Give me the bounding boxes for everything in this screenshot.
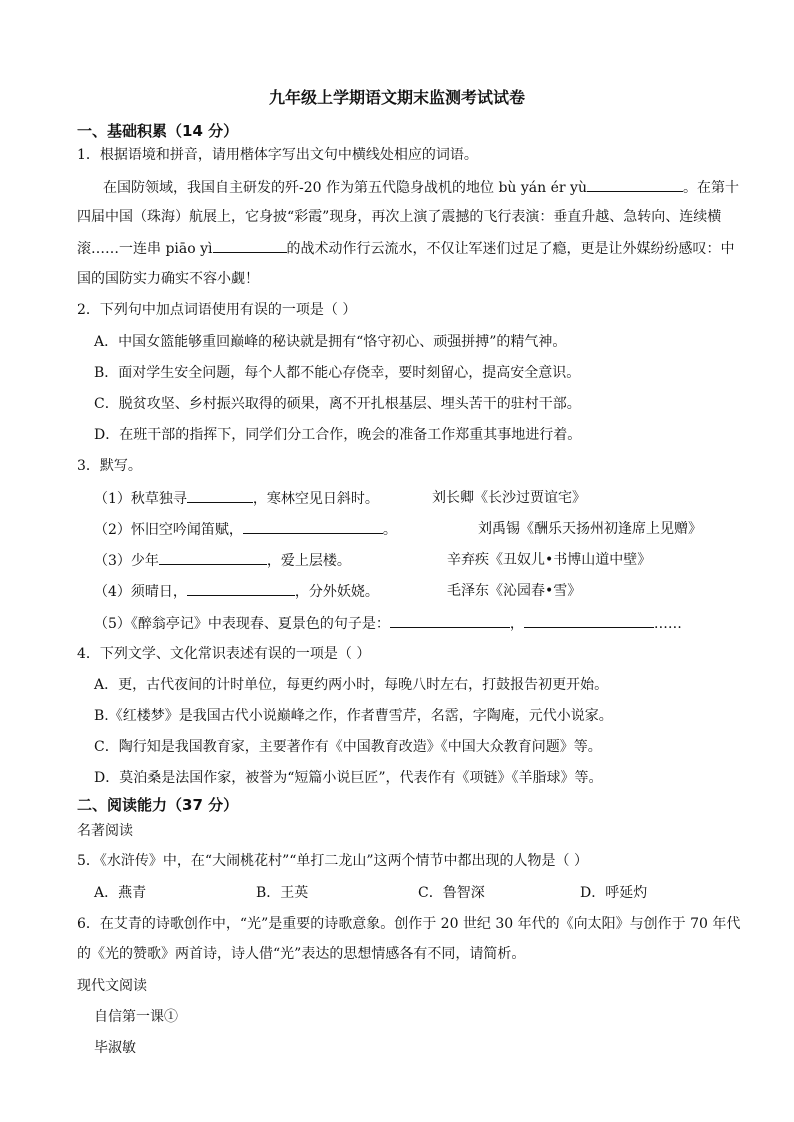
question-4-option-a[interactable]: A．更，古代夜间的计时单位，每更约两小时，每晚八时左右，打鼓报告初更开始。 [94, 677, 609, 693]
section-heading-reading: 二、阅读能力（37 分） [77, 796, 239, 814]
question-6-line-1: 6．在艾青的诗歌创作中，“光”是重要的诗歌意象。创作于 20 世纪 30 年代的《向太阳》与创作于 70 年代 [77, 916, 741, 932]
section-heading-basic: 一、基础积累（14 分） [77, 122, 239, 140]
question-2-option-c[interactable]: C．脱贫攻坚、乡村振兴取得的硕果，离不开扎根基层、埋头苦干的驻村干部。 [94, 396, 581, 412]
question-5-option-d[interactable]: D．呼延灼 [580, 885, 648, 901]
item-text: （4）须晴日， [94, 584, 187, 600]
answer-blank-3-5a[interactable] [390, 613, 510, 628]
question-4-option-c[interactable]: C．陶行知是我国教育家，主要著作有《中国教育改造》《中国大众教育问题》等。 [94, 739, 602, 755]
passage-text: 在国防领域，我国自主研发的歼-20 作为第五代隐身战机的地位 [103, 180, 499, 196]
item-text: ，爱上层楼。 [266, 553, 351, 569]
question-3-item-4-source: 毛泽东《沁园春•雪》 [447, 583, 582, 599]
item-text: ，分外妖娆。 [294, 584, 379, 600]
article-author: 毕淑敏 [94, 1040, 136, 1056]
passage-text: 滚……一连串 [77, 241, 166, 257]
answer-blank-3-2[interactable] [243, 519, 383, 534]
question-4-option-b[interactable]: B.《红楼梦》是我国古代小说巅峰之作，作者曹雪芹，名霑，字陶庵，元代小说家。 [94, 708, 613, 724]
question-3-item-3-source: 辛弃疾《丑奴儿•书博山道中壁》 [447, 552, 652, 568]
question-5-stem: 5．《水浒传》中，在“大闹桃花村”“单打二龙山”这两个情节中都出现的人物是（ ） [77, 853, 588, 869]
item-text: ， [509, 616, 524, 632]
reading-label-classics: 名著阅读 [77, 823, 133, 839]
answer-blank-3-1[interactable] [187, 488, 253, 503]
item-text: （3）少年 [94, 553, 159, 569]
question-1-passage-line-3 [77, 238, 794, 258]
question-5-option-b[interactable]: B．王英 [256, 885, 309, 901]
question-3-item-4 [94, 581, 794, 601]
item-text: （2）怀旧空吟闻笛赋， [94, 522, 243, 538]
question-2-stem: 2．下列句中加点词语使用有误的一项是（ ） [77, 302, 357, 318]
item-text: 。 [382, 522, 397, 538]
question-3-item-5 [94, 613, 794, 633]
question-4-option-d[interactable]: D．莫泊桑是法国作家，被誉为“短篇小说巨匠”，代表作有《项链》《羊脂球》等。 [94, 770, 603, 786]
pinyin-prompt-1: bù yán ér yù [498, 180, 587, 196]
question-3-item-1-source: 刘长卿《长沙过贾谊宅》 [432, 490, 586, 506]
question-2-option-b[interactable]: B．面对学生安全问题，每个人都不能心存侥幸，要时刻留心，提高安全意识。 [94, 365, 581, 381]
question-1-passage-line-1 [103, 177, 794, 197]
article-title: 自信第一课① [94, 1009, 178, 1025]
question-4-stem: 4．下列文学、文化常识表述有误的一项是（ ） [77, 646, 371, 662]
question-5-option-a[interactable]: A．燕青 [94, 885, 147, 901]
question-5-option-c[interactable]: C．鲁智深 [418, 885, 485, 901]
item-text: …… [653, 616, 682, 632]
question-1-passage-line-4: 国的国防实力确实不容小觑！ [77, 271, 259, 287]
answer-blank-1[interactable] [587, 177, 683, 192]
exam-title: 九年级上学期语文期末监测考试试卷 [268, 88, 525, 107]
answer-blank-2[interactable] [213, 238, 287, 253]
item-text: （1）秋草独寻 [94, 491, 187, 507]
item-text: （5）《醉翁亭记》中表现春、夏景色的句子是： [94, 616, 390, 632]
question-1-passage-line-2: 四届中国（珠海）航展上，它身披“彩霞”现身，再次上演了震撼的飞行表演：垂直升越、急转向、连续横 [77, 209, 722, 225]
answer-blank-3-5b[interactable] [524, 613, 654, 628]
passage-text: 的战术动作行云流水，不仅让军迷们过足了瘾，更是让外媒纷纷感叹：中 [286, 241, 735, 257]
question-1-stem: 1．根据语境和拼音，请用楷体字写出文句中横线处相应的词语。 [77, 147, 478, 163]
answer-blank-3-3[interactable] [159, 550, 267, 565]
question-3-item-3 [94, 550, 794, 570]
question-2-option-d[interactable]: D．在班干部的指挥下，同学们分工合作，晚会的准备工作郑重其事地进行着。 [94, 427, 582, 443]
question-6-line-2: 的《光的赞歌》两首诗，诗人借“光”表达的思想情感各有不同，请简析。 [77, 946, 526, 962]
passage-text: 。在第十 [682, 180, 739, 196]
question-3-item-2-source: 刘禹锡《酬乐天扬州初逢席上见赠》 [478, 521, 702, 537]
answer-blank-3-4[interactable] [187, 581, 295, 596]
question-2-option-a[interactable]: A．中国女篮能够重回巅峰的秘诀就是拥有“恪守初心、顽强拼搏”的精气神。 [94, 334, 567, 350]
reading-label-modern: 现代文阅读 [77, 978, 147, 994]
pinyin-prompt-2: piāo yì [165, 241, 213, 257]
question-3-stem: 3．默写。 [77, 458, 142, 474]
item-text: ，寒林空见日斜时。 [252, 491, 379, 507]
